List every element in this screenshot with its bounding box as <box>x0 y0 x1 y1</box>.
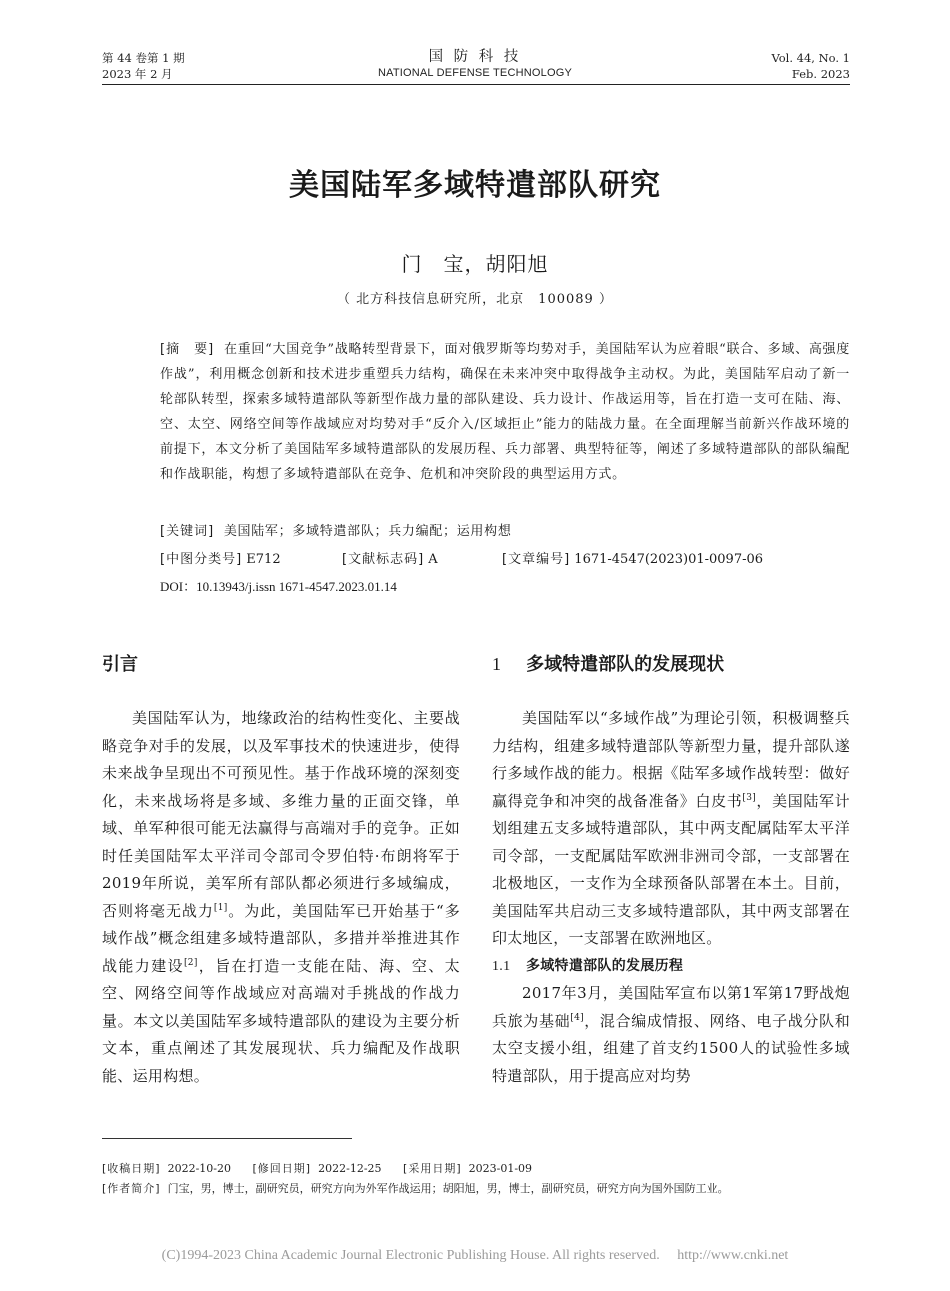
section-1-text: 多域特遣部队的发展现状 <box>526 654 725 675</box>
abstract <box>160 337 850 487</box>
keywords-label: [关键词] <box>160 524 215 539</box>
section-intro-title: 引言 <box>102 654 138 675</box>
abstract-label: [摘 要] <box>160 342 215 357</box>
journal-name-en: NATIONAL DEFENSE TECHNOLOGY <box>377 67 573 79</box>
author-bio-text: 门宝，男，博士，副研究员，研究方向为外军作战运用；胡阳旭，男，博士，副研究员，研究方向为国外国防工业。 <box>167 1182 729 1195</box>
header-rule <box>102 84 850 85</box>
section-1-title <box>492 650 724 676</box>
journal-name-cn: 国 防 科 技 <box>428 49 522 65</box>
subsection-1-1-title: 1.1 多域特遣部队的发展历程 <box>492 957 684 974</box>
abstract-text: 在重回“大国竞争”战略转型背景下，面对俄罗斯等均势对手，美国陆军认为应着眼“联合、多域、高强度作战”，利用概念创新和技术进步重塑兵力结构，确保在未来冲突中取得战争主动权。为此，美国陆军启动了新一轮部队转型，探索多域特遣部队等新型作战力量的部队建设、兵力设计、作战运用等，旨在打造一支可在陆、海、空、太空、网络空间等作战域应对均势对手“反介入/区域拒止”能力的陆战力量。在全面理解当前新兴作战环境的前提下，本文分析了美国陆军多域特遣部队的发展历程、兵力部署、典型特征等，阐述了多域特遣部队的部队编配和作战职能，构想了多域特遣部队在竞争、危机和冲突阶段的典型运用方式。 <box>160 342 850 482</box>
article-affiliation: （ 北方科技信息研究所，北京 100089 ） <box>337 292 613 307</box>
footnote-author-bio <box>102 1180 850 1198</box>
accepted-label: [采用日期] <box>403 1162 462 1175</box>
right-column <box>492 705 850 1090</box>
doi: DOI：10.13943/j.issn 1671-4547.2023.01.14 <box>160 579 397 594</box>
date-en: Feb. 2023 <box>791 67 850 81</box>
received-label: [收稿日期] <box>102 1162 161 1175</box>
revised-value: 2022-12-25 <box>318 1162 382 1175</box>
author-bio-label: [作者简介] <box>102 1182 161 1195</box>
footnote-rule <box>102 1138 352 1139</box>
copyright-notice: (C)1994-2023 China Academic Journal Electronic Publishing House. All rights reserved. http://www.cnki.net <box>161 1248 789 1263</box>
footnote-dates <box>102 1160 850 1178</box>
doc-code-label: [文献标志码] <box>342 552 425 567</box>
citation-2[interactable]: [2] <box>183 957 198 968</box>
revised-label: [修回日期] <box>252 1162 312 1175</box>
accepted-value: 2023-01-09 <box>468 1162 533 1175</box>
intro-paragraph: 美国陆军认为，地缘政治的结构性变化、主要战略竞争对手的发展，以及军事技术的快速进步，使得未来战争呈现出不可预见性。基于作战环境的深刻变化，未来战场将是多域、多维力量的正面交锋，单域、单军种很可能无法赢得与高端对手的竞争。正如时任美国陆军太平洋司令部司令罗伯特·布朗将军于2019年所说，美军所有部队都必须进行多域编成，否则将毫无战力[1]。为此，美国陆军已开始基于“多域作战”概念组建多域特遣部队，多措并举推进其作战能力建设[2]，旨在打造一支能在陆、海、空、太空、网络空间等作战域应对高端对手挑战的作战力量。本文以美国陆军多域特遣部队的建设为主要分析文本，重点阐述了其发展现状、兵力编配及作战职能、运用构想。 <box>102 709 461 1085</box>
citation-4[interactable]: [4] <box>570 1012 584 1023</box>
volume-issue-en: Vol. 44, No. 1 <box>771 51 850 65</box>
article-authors: 门 宝，胡阳旭 <box>401 252 549 276</box>
received-value: 2022-10-20 <box>167 1162 232 1175</box>
article-number-value: 1671-4547(2023)01-0097-06 <box>574 552 764 567</box>
citation-1[interactable]: [1] <box>213 902 228 913</box>
keywords <box>160 522 512 542</box>
date-cn: 2023 年 2 月 <box>102 67 173 81</box>
clc-label: [中图分类号] <box>160 552 243 567</box>
header-volume-en <box>771 50 850 82</box>
section-1-number: 1 <box>492 654 501 674</box>
subsection-1-1-paragraph: 2017年3月，美国陆军宣布以第1军第17野战炮兵旅为基础[4]，混合编成情报、网络、电子战分队和太空支援小组，组建了首支约1500人的试验性多域特遣部队，用于提高应对均势 <box>492 984 850 1085</box>
clc-value: E712 <box>246 552 281 567</box>
volume-issue-cn: 第 44 卷第 1 期 <box>102 51 185 65</box>
article-number-label: [文章编号] <box>502 552 571 567</box>
left-column <box>102 705 460 1090</box>
keywords-text: 美国陆军；多域特遣部队；兵力编配；运用构想 <box>223 524 512 539</box>
section-1-paragraph: 美国陆军以“多域作战”为理论引领，积极调整兵力结构，组建多域特遣部队等新型力量，提升部队遂行多域作战的能力。根据《陆军多域作战转型：做好赢得竞争和冲突的战备准备》白皮书[3]，美国陆军计划组建五支多域特遣部队，其中两支配属陆军太平洋司令部，一支配属陆军欧洲非洲司令部，一支部署在北极地区，一支作为全球预备队部署在本土。目前，美国陆军共启动三支多域特遣部队，其中两支部署在印太地区，一支部署在欧洲地区。 <box>492 709 850 947</box>
article-title: 美国陆军多域特遣部队研究 <box>289 168 661 203</box>
citation-3[interactable]: [3] <box>742 792 757 803</box>
doc-code-value: A <box>428 552 438 567</box>
